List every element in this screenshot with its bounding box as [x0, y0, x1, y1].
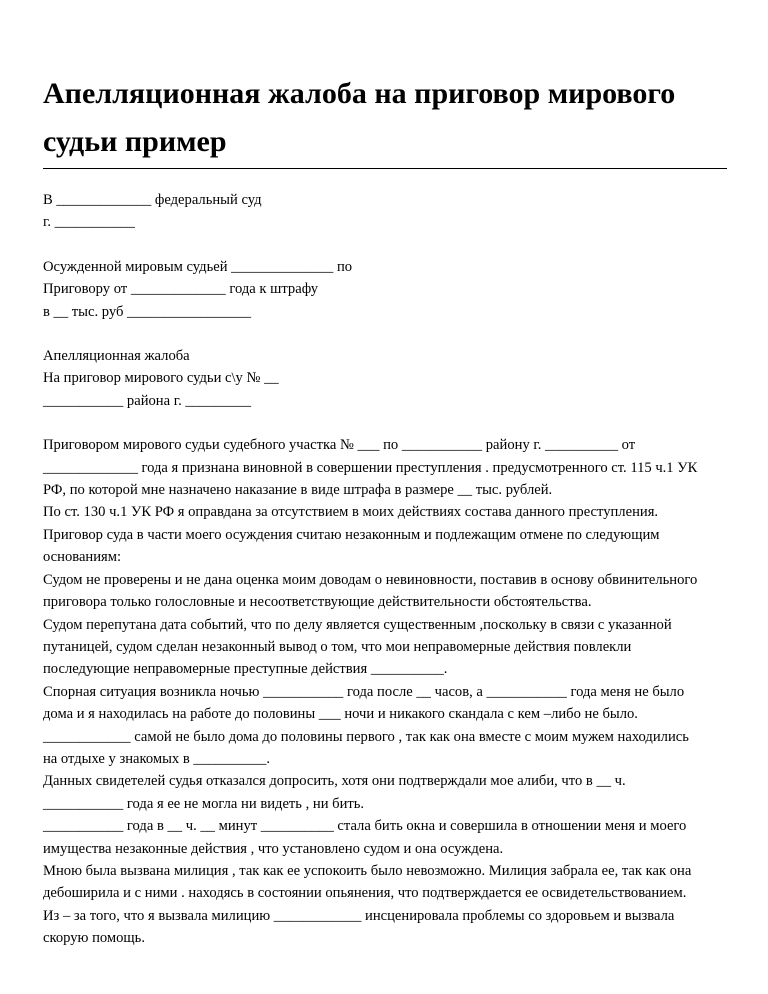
body-line: Мною была вызвана милиция , так как ее успокоить было невозможно. Милиция забрала ее, так как она: [43, 862, 692, 879]
body-line: Приговор суда в части моего осуждения считаю незаконным и подлежащим отмене по следующим: [43, 526, 660, 543]
body-line: приговора только голословные и несоответствующие действительности обстоятельства.: [43, 594, 592, 611]
body-line: имущества незаконные действия , что установлено судом и она осуждена.: [43, 840, 504, 857]
body-line: Из – за того, что я вызвала милицию ____________ инсценировала проблемы со здоровьем и вызвала: [43, 907, 675, 924]
body-line: ___________ года я ее не могла ни видеть , ни бить.: [43, 795, 365, 812]
address-line: В _____________ федеральный суд: [43, 192, 262, 208]
complaint-line: На приговор мирового судьи с\у № __: [43, 370, 279, 387]
document-body: [43, 189, 733, 950]
body-line: Приговором мирового судьи судебного участка № ___ по ___________ району г. __________ от: [43, 437, 636, 454]
body-line: _____________ года я признана виновной в совершении преступления . предусмотренного ст. 115 ч.1 УК: [43, 459, 698, 476]
body-line: РФ, по которой мне назначено наказание в виде штрафа в размере __ тыс. рублей.: [43, 482, 553, 499]
page-title: [43, 70, 727, 169]
body-line: основаниям:: [43, 549, 122, 566]
body-line: ___________ года в __ ч. __ минут __________ стала бить окна и совершила в отношении меня и моего: [43, 818, 687, 835]
convicted-info-block: [43, 256, 733, 323]
body-line: последующие неправомерные преступные действия __________.: [43, 661, 448, 678]
convicted-line: Приговору от _____________ года к штрафу: [43, 281, 319, 298]
body-line: дома и я находилась на работе до половины ___ ночи и никакого скандала с кем –либо не было.: [43, 706, 638, 723]
body-line: Судом перепутана дата событий, что по делу является существенным ,поскольку в связи с указанной: [43, 616, 672, 633]
convicted-line: в __ тыс. руб _________________: [43, 303, 252, 320]
title-line-2: судьи пример: [43, 125, 227, 158]
body-line: дебоширила и с ними . находясь в состоянии опьянения, что подтверждается ее освидетельствованием.: [43, 885, 687, 902]
body-line: скорую помощь.: [43, 930, 145, 947]
body-line: Спорная ситуация возникла ночью ___________ года после __ часов, а ___________ года меня не было: [43, 683, 685, 700]
title-line-1: Апелляционная жалоба на приговор мирового: [43, 77, 676, 110]
body-line: Данных свидетелей судья отказался допросить, хотя они подтверждали мое алиби, что в __ ч.: [43, 773, 626, 790]
address-line: г. ___________: [43, 214, 135, 231]
body-line: По ст. 130 ч.1 УК РФ я оправдана за отсутствием в моих действиях состава данного преступления.: [43, 504, 659, 521]
complaint-text: [43, 434, 733, 949]
body-line: Судом не проверены и не дана оценка моим доводам о невиновности, поставив в основу обвинительного: [43, 571, 698, 588]
court-address-block: [43, 189, 733, 234]
complaint-line: ___________ района г. _________: [43, 392, 252, 409]
convicted-line: Осужденной мировым судьей ______________ по: [43, 258, 353, 275]
body-line: на отдыхе у знакомых в __________.: [43, 750, 271, 767]
complaint-line: Апелляционная жалоба: [43, 348, 190, 365]
complaint-heading-block: [43, 345, 733, 412]
body-line: ____________ самой не было дома до половины первого , так как она вместе с моим мужем находились: [43, 728, 689, 745]
body-line: путаницей, судом сделан незаконный вывод о том, что мои неправомерные действия повлекли: [43, 638, 632, 655]
